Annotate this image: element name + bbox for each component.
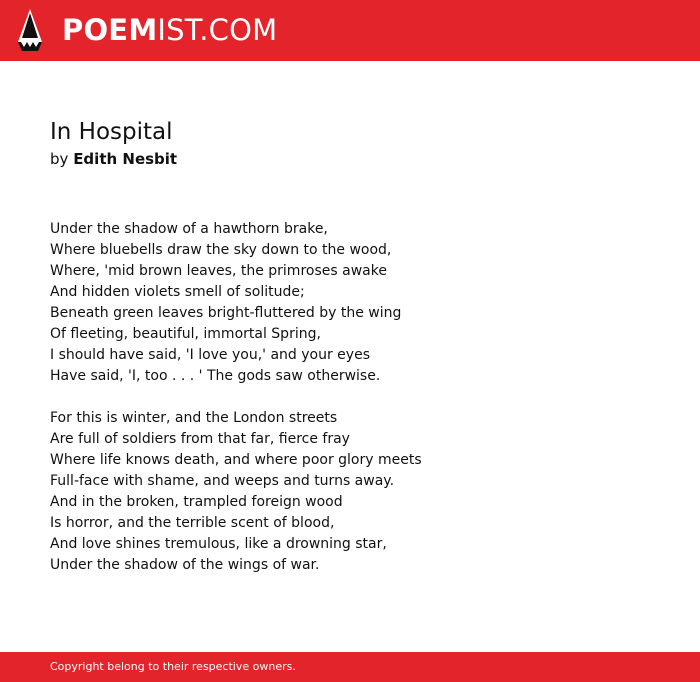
site-header [0,0,700,61]
logo-bold-text: POEM [62,13,158,47]
site-footer [0,652,700,682]
logo-light-text: IST.COM [157,13,278,47]
poem-line: Have said, 'I, too . . . ' The gods saw otherwise. [50,368,381,384]
poem-line: Under the shadow of the wings of war. [50,557,320,573]
poem-byline [50,149,177,169]
poem-line: And in the broken, trampled foreign wood [50,494,343,510]
poem-title: In Hospital [50,119,173,145]
poem-line: For this is winter, and the London streets [50,410,338,426]
stanza [50,219,650,387]
poem-line: Of fleeting, beautiful, immortal Spring, [50,326,321,342]
poem-line: Where life knows death, and where poor glory meets [50,452,422,468]
poem-body [50,219,650,597]
poem-line: And love shines tremulous, like a drowning star, [50,536,387,552]
site-logo[interactable] [62,13,277,47]
pencil-icon[interactable] [18,9,42,51]
byline-prefix: by [50,150,69,168]
poem-line: Where bluebells draw the sky down to the wood, [50,242,392,258]
poem-line: Full-face with shame, and weeps and turns away. [50,473,395,489]
poem-line: Beneath green leaves bright-fluttered by the wing [50,305,402,321]
poem-line: Is horror, and the terrible scent of blood, [50,515,335,531]
poem-author[interactable]: Edith Nesbit [73,150,178,168]
stanza [50,408,650,576]
copyright-notice: Copyright belong to their respective owners. [50,660,296,673]
poem-line: Where, 'mid brown leaves, the primroses awake [50,263,387,279]
poem-line: Are full of soldiers from that far, fierce fray [50,431,350,447]
poem-line: And hidden violets smell of solitude; [50,284,305,300]
poem-line: I should have said, 'I love you,' and your eyes [50,347,370,363]
poem-line: Under the shadow of a hawthorn brake, [50,221,328,237]
